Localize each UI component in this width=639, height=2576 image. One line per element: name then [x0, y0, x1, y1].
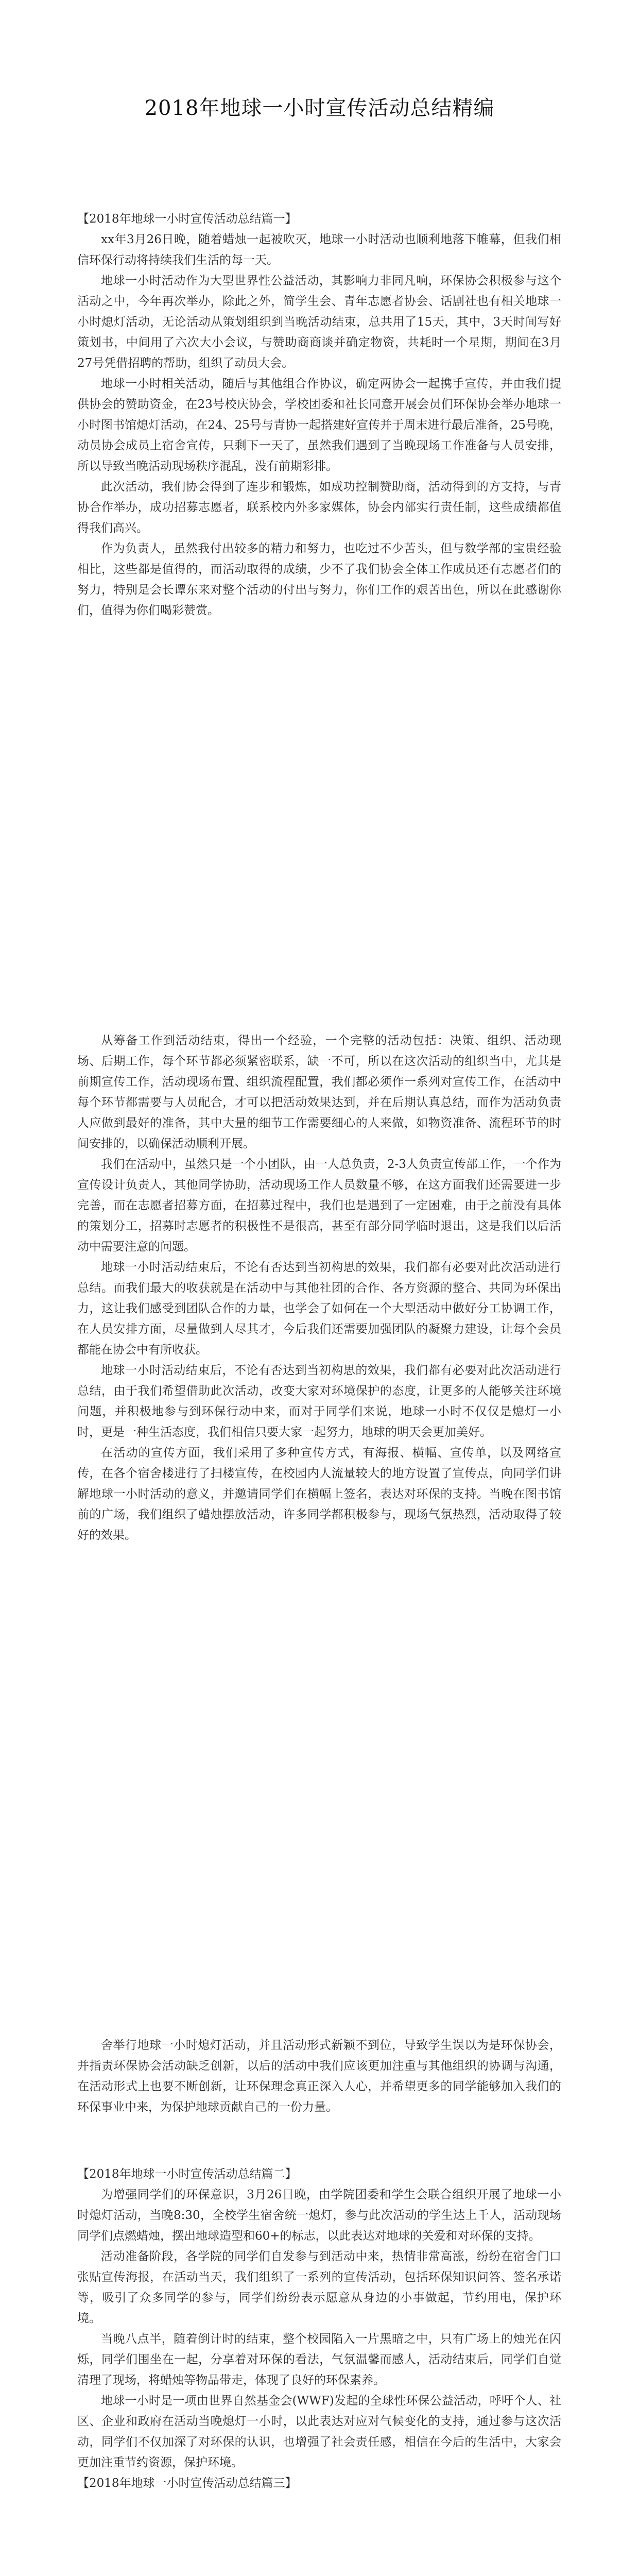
section-heading: 【2018年地球一小时宣传活动总结篇二】: [77, 2167, 297, 2181]
section-part1-continued: [77, 1030, 561, 1546]
paragraph: 从筹备工作到活动结束，得出一个经验，一个完整的活动包括：决策、组织、活动现场、后期工作，每个环节都必须紧密联系，缺一不可，所以在这次活动的组织当中，尤其是前期宣传工作，活动现场布置、组织流程配置，我们都必须作一系列对宣传工作，在活动中每个环节都需要与人员配合，才可以把活动效果达到，并在后期认真总结，而作为活动负责人应做到最好的准备，其中大量的细节工作需要细心的人来做，如物资准备、流程环节的时间安排的，以确保活动顺利开展。: [77, 1034, 561, 1150]
section-heading: 【2018年地球一小时宣传活动总结篇三】: [77, 2477, 297, 2490]
section-part1: [77, 209, 561, 621]
paragraph: xx年3月26日晚，随着蜡烛一起被吹灭，地球一小时活动也顺利地落下帷幕，但我们相信环保行动将持续我们生活的每一天。: [77, 233, 561, 267]
paragraph: 在活动的宣传方面，我们采用了多种宣传方式，有海报、横幅、宣传单，以及网络宣传，在各个宿舍楼进行了扫楼宣传，在校园内人流量较大的地方设置了宣传点，向同学们讲解地球一小时活动的意义，并邀请同学们在横幅上签名，表达对环保的支持。当晚在图书馆前的广场，我们组织了蜡烛摆放活动，许多同学都积极参与，现场气氛热烈，活动取得了较好的效果。: [77, 1446, 561, 1542]
paragraph: 我们在活动中，虽然只是一个小团队，由一人总负责，2-3人负责宣传部工作，一个作为宣传设计负责人，其他同学协助，活动现场工作人员数量不够，在这方面我们还需要进一步完善，而在志愿者招募方面，在招募过程中，我们也是遇到了一定困难，由于之前没有具体的策划分工，招募时志愿者的积极性不是很高，甚至有部分同学临时退出，这是我们以后活动中需要注意的问题。: [77, 1158, 561, 1253]
section-part2: [77, 2164, 561, 2494]
paragraph: 地球一小时活动作为大型世界性公益活动，其影响力非同凡响，环保协会积极参与这个活动之中，今年再次举办，除此之外，简学生会、青年志愿者协会、话剧社也有相关地球一小时熄灯活动，无论活动从策划组织到当晚活动结束，总共用了15天，其中，3天时间写好策划书，中间用了六次大小会议，与赞助商商谈并确定物资，共耗时一个星期，期间在3月27号凭借招聘的帮助，组织了动员大会。: [77, 274, 561, 370]
paragraph: 地球一小时是一项由世界自然基金会(WWF)发起的全球性环保公益活动，呼吁个人、社区、企业和政府在活动当晚熄灯一小时，以此表达对应对气候变化的支持，通过参与这次活动，同学们不仅加深了对环保的认识，也增强了社会责任感，相信在今后的生活中，大家会更加注重节约资源，保护环境。: [77, 2394, 561, 2469]
document-title: 2018年地球一小时宣传活动总结精编: [144, 96, 495, 120]
paragraph: 地球一小时活动结束后，不论有否达到当初构思的效果，我们都有必要对此次活动进行总结，由于我们希望借助此次活动，改变大家对环境保护的态度，让更多的人能够关注环境问题，并积极地参与到环保行动中来，而对于同学们来说，地球一小时不仅仅是熄灯一小时，更是一种生活态度，我们相信只要大家一起努力，地球的明天会更加美好。: [77, 1364, 561, 1439]
section-part1-end: [77, 2035, 561, 2117]
paragraph: 作为负责人，虽然我付出较多的精力和努力，也吃过不少苦头，但与数学部的宝贵经验相比，这些都是值得的，而活动取得的成绩，少不了我们协会全体工作成员还有志愿者们的努力，特别是会长谭东来对整个活动的付出与努力，你们工作的艰苦出色，所以在此感谢你们，值得为你们喝彩赞赏。: [77, 542, 561, 617]
paragraph: 活动准备阶段，各学院的同学们自发参与到活动中来，热情非常高涨，纷纷在宿舍门口张贴宣传海报，在活动当天，我们组织了一系列的宣传活动，包括环保知识问答、签名承诺等，吸引了众多同学的参与，同学们纷纷表示愿意从身边的小事做起，节约用电，保护环境。: [77, 2250, 561, 2325]
section-heading: 【2018年地球一小时宣传活动总结篇一】: [77, 212, 297, 226]
paragraph: 当晚八点半，随着倒计时的结束，整个校园陷入一片黑暗之中，只有广场上的烛光在闪烁，同学们围坐在一起，分享着对环保的看法，气氛温馨而感人，活动结束后，同学们自觉清理了现场，将蜡烛等物品带走，体现了良好的环保素养。: [77, 2332, 561, 2387]
paragraph: 舍举行地球一小时熄灯活动，并且活动形式新颖不到位，导致学生误以为是环保协会，并指责环保协会活动缺乏创新，以后的活动中我们应该更加注重与其他组织的协调与沟通，在活动形式上也要不断创新，让环保理念真正深入人心，并希望更多的同学能够加入我们的环保事业中来，为保护地球贡献自己的一份力量。: [77, 2039, 561, 2114]
paragraph: 为增强同学们的环保意识，3月26日晚，由学院团委和学生会联合组织开展了地球一小时熄灯活动，当晚8:30，全校学生宿舍统一熄灯，参与此次活动的学生达上千人，活动现场同学们点燃蜡烛，摆出地球造型和60+的标志，以此表达对地球的关爱和对环保的支持。: [77, 2188, 561, 2243]
paragraph: 地球一小时相关活动，随后与其他组合作协议，确定两协会一起携手宣传，并由我们提供协会的赞助资金，在23号校庆协会，学校团委和社长同意开展会员们环保协会举办地球一小时图书馆熄灯活动，在24、25号与青协一起搭建好宣传并于周末进行最后准备，25号晚，动员协会成员上宿舍宣传，只剩下一天了，虽然我们遇到了当晚现场工作准备与人员安排，所以导致当晚活动现场秩序混乱，没有前期彩排。: [77, 377, 561, 473]
paragraph: 此次活动，我们协会得到了连步和锻炼，如成功控制赞助商，活动得到的方支持，与青协合作举办，成功招募志愿者，联系校内外多家媒体，协会内部实行责任制，这些成绩都值得我们高兴。: [77, 480, 561, 535]
paragraph: 地球一小时活动结束后，不论有否达到当初构思的效果，我们都有必要对此次活动进行总结。而我们最大的收获就是在活动中与其他社团的合作、各方资源的整合、共同为环保出力，这让我们感受到团队合作的力量，也学会了如何在一个大型活动中做好分工协调工作，在人员安排方面，尽量做到人尽其才，今后我们还需要加强团队的凝聚力建设，让每个会员都能在协会中有所收获。: [77, 1261, 561, 1357]
